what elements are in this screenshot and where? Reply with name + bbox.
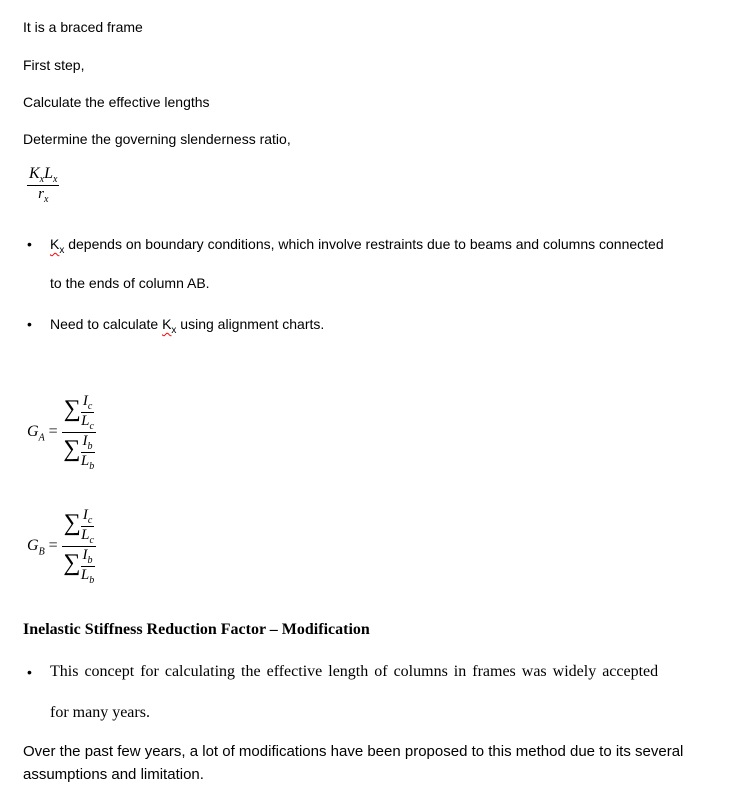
bullet-icon: •	[27, 664, 32, 680]
bullet-icon: •	[27, 316, 32, 332]
text-line: First step,	[23, 57, 85, 73]
section-heading: Inelastic Stiffness Reduction Factor – Modification	[23, 621, 370, 638]
gb-formula: $G_B$ = ∑ $\frac{I_c}{L_c}$ ∑ $\frac{I_b}{L_b}$	[27, 507, 96, 586]
paragraph-line: Over the past few years, a lot of modifications have been proposed to this method due to its several	[23, 743, 684, 760]
bullet-icon: •	[27, 236, 32, 252]
bullet-text: $K_x$ depends on boundary conditions, which involve restraints due to beams and columns connected	[50, 236, 664, 256]
slenderness-ratio-formula: $\frac{K_xL_x}{r_x}$	[29, 165, 58, 206]
text-line: Calculate the effective lengths	[23, 94, 210, 110]
ga-formula: $G_A$ = ∑ $\frac{I_c}{L_c}$ ∑ $\frac{I_b}{L_b}$	[27, 393, 96, 472]
bullet-text: This concept for calculating the effective length of columns in frames was widely accepted	[50, 663, 659, 680]
text-line: Determine the governing slenderness ratio,	[23, 131, 291, 147]
bullet-text-cont: for many years.	[50, 704, 150, 721]
bullet-text: Need to calculate $K_x$ using alignment charts.	[50, 316, 325, 336]
bullet-text-cont: to the ends of column AB.	[50, 275, 210, 291]
paragraph-line: assumptions and limitation.	[23, 766, 204, 783]
text-line: It is a braced frame	[23, 19, 143, 35]
